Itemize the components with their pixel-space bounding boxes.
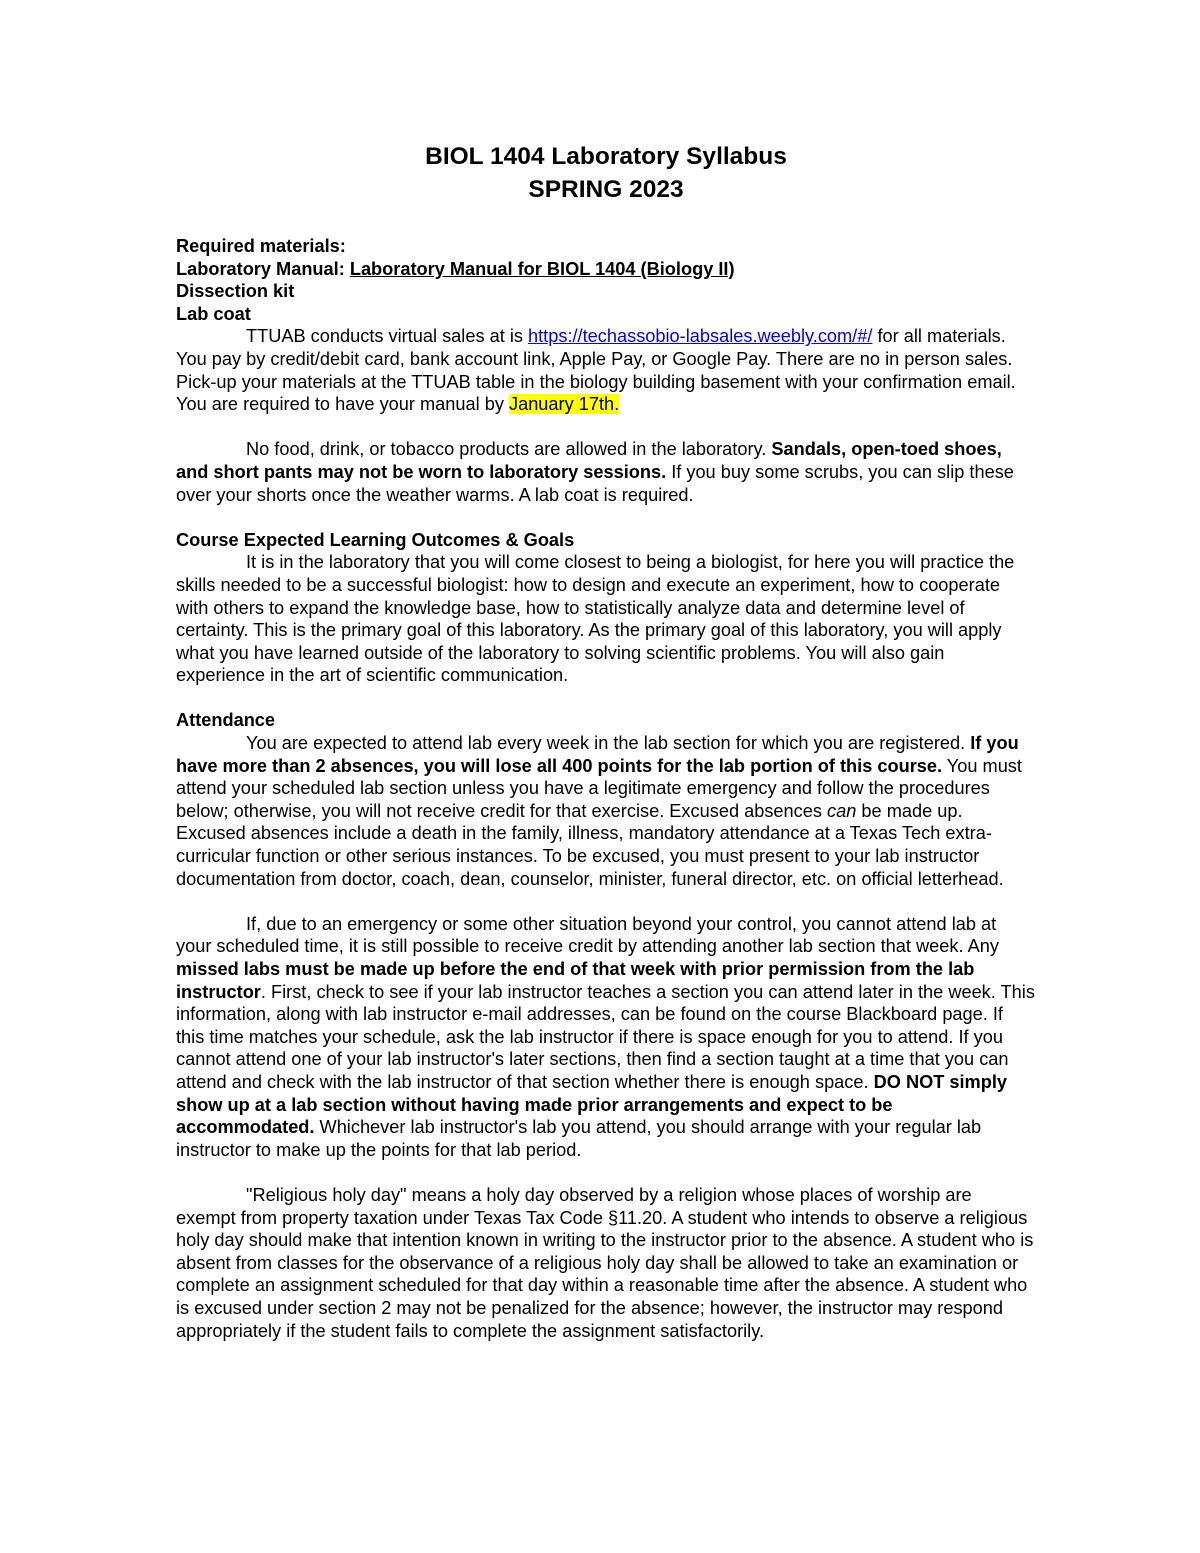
lab-rules-paragraph (176, 438, 1036, 506)
makeup-policy-bold: missed labs must be made up before the end of that week with prior permission from the lab instructor (176, 959, 975, 1002)
sales-website-link[interactable]: https://techassobio-labsales.weebly.com/#/ (528, 326, 873, 347)
dress-code-bold: Sandals, open-toed shoes, and short pants may not be worn to laboratory sessions. (176, 439, 1002, 482)
manual-line (176, 258, 1036, 281)
attendance-heading: Attendance (176, 710, 276, 731)
rules-text-1: No food, drink, or tobacco products are allowed in the laboratory. (246, 439, 772, 460)
materials-sales-paragraph (176, 325, 1036, 415)
absence-policy-bold: If you have more than 2 absences, you will lose all 400 points for the lab portion of this course. (176, 733, 1019, 776)
makeup-text-2: . First, check to see if your lab instructor teaches a section you can attend later in the week. This information, along with lab instructor e-mail addresses, can be found on the course Blackboard page. If this time matches your schedule, ask the lab instructor if there is space enough for you to attend. If you cannot attend one of your lab instructor's later sections, then find a section taught at a time that you can attend and check with the lab instructor of that section whether there is enough space. (176, 981, 1035, 1092)
sales-text-2: for all materials. You pay by credit/debit card, bank account link, Apple Pay, or Google Pay. There are no in person sales. Pick-up your materials at the TTUAB table in the biology building basement with your confirmation email. You are required to have your manual by (176, 326, 1016, 415)
outcomes-heading: Course Expected Learning Outcomes & Goals (176, 529, 575, 550)
document-title: BIOL 1404 Laboratory Syllabus (425, 143, 787, 170)
attendance-text-2: You must attend your scheduled lab section unless you have a legitimate emergency and follow the procedures below; otherwise, you will not receive credit for that exercise. Excused absences (176, 755, 1022, 821)
attendance-text-3: be made up. Excused absences include a death in the family, illness, mandatory attendance at a Texas Tech extra-curricular function or other serious instances. To be excused, you must present to your lab instructor documentation from doctor, coach, dean, counselor, minister, funeral director, etc. on official letterhead. (176, 800, 1004, 889)
title-block (176, 140, 1036, 206)
do-not-show-up-bold: DO NOT simply show up at a lab section without having made prior arrangements and expect to be accommodated. (176, 1071, 1008, 1138)
sales-text-1: TTUAB conducts virtual sales at is (246, 326, 529, 347)
attendance-section (176, 709, 1036, 1342)
makeup-text-1: If, due to an emergency or some other situation beyond your control, you cannot attend lab at your scheduled time, it is still possible to receive credit by attending another lab section that week. Any (176, 913, 999, 957)
document-term: SPRING 2023 (528, 176, 684, 203)
outcomes-paragraph: It is in the laboratory that you will come closest to being a biologist, for here you will practice the skills needed to be a successful biologist: how to design and execute an experiment, how to cooperate with others to expand the knowledge base, how to statistically analyze data and determine level of certainty. This is the primary goal of this laboratory. As the primary goal of this laboratory, you will apply what you have learned outside of the laboratory to solving scientific problems. You will also gain experience in the art of scientific communication. (176, 552, 1015, 686)
can-italic: can (827, 800, 857, 821)
dissection-kit-item: Dissection kit (176, 281, 295, 302)
document-page (176, 140, 1036, 1342)
attendance-text-1: You are expected to attend lab every week in the lab section for which you are registered. (246, 733, 971, 754)
manual-deadline-highlight: January 17th. (508, 394, 620, 415)
lab-coat-item: Lab coat (176, 303, 251, 324)
required-materials-heading: Required materials: (176, 236, 346, 256)
manual-title: Laboratory Manual for BIOL 1404 (Biology II) (349, 258, 735, 279)
attendance-paragraph-2 (176, 913, 1036, 1162)
rules-text-2: If you buy some scrubs, you can slip these over your shorts once the weather warms. A lab coat is required. (176, 461, 1014, 505)
manual-label: Laboratory Manual: (176, 258, 345, 279)
required-materials-section (176, 235, 1036, 506)
religious-holy-day-paragraph: "Religious holy day" means a holy day observed by a religion whose places of worship are exempt from property taxation under Texas Tax Code §11.20. A student who intends to observe a religious holy day should make that intention known in writing to the instructor prior to the absence. A student who is absent from classes for the observance of a religious holy day shall be allowed to take an examination or complete an assignment scheduled for that day within a reasonable time after the absence. A student who is excused under section 2 may not be penalized for the absence; however, the instructor may respond appropriately if the student fails to complete the assignment satisfactorily. (176, 1184, 1034, 1341)
makeup-text-3: Whichever lab instructor's lab you attend, you should arrange with your regular lab instructor to make up the points for that lab period. (176, 1117, 982, 1160)
outcomes-section (176, 529, 1036, 687)
attendance-paragraph-1 (176, 732, 1036, 890)
